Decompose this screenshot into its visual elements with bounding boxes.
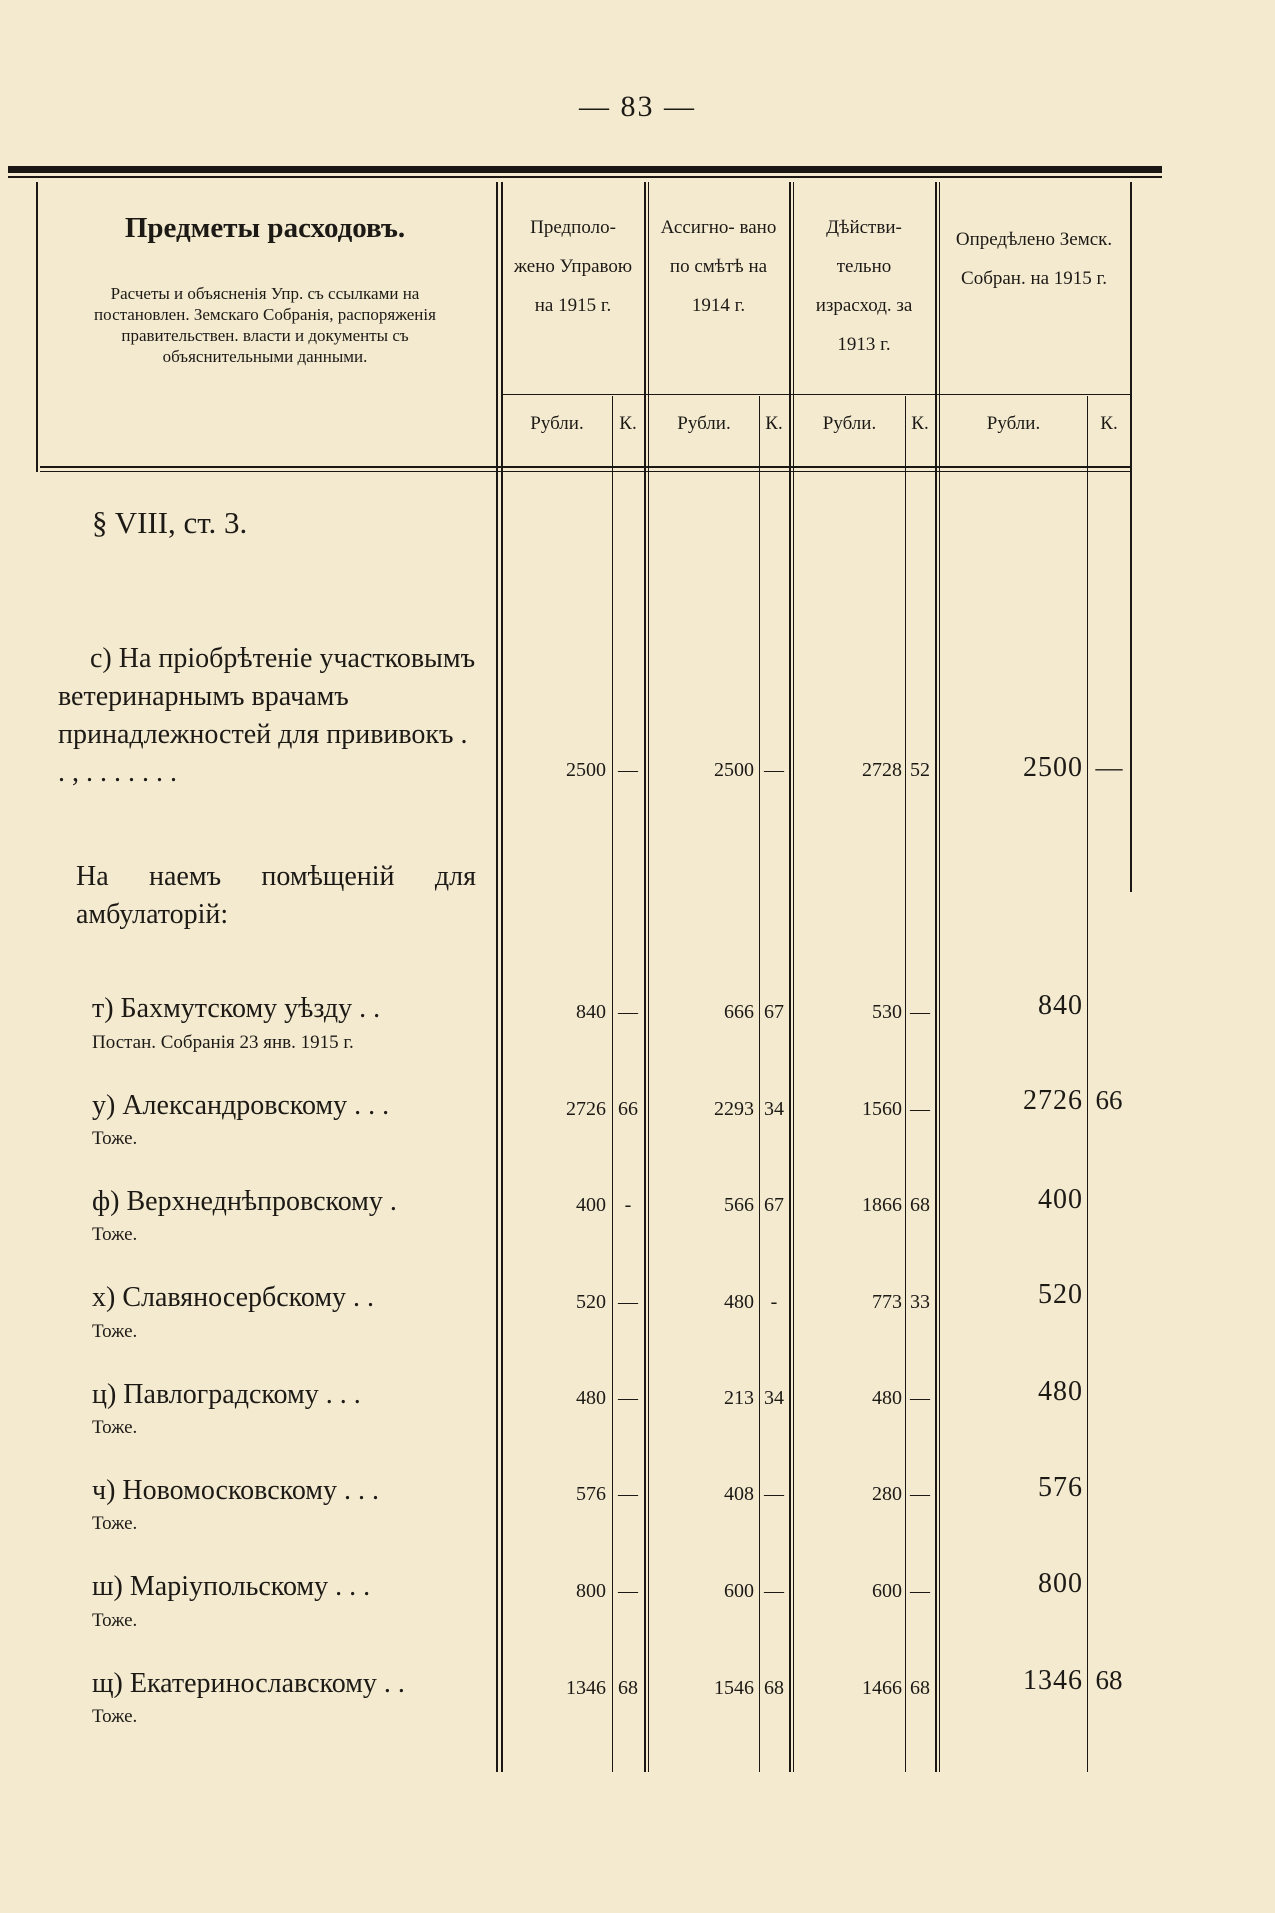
cell-spent-kop: 52	[910, 759, 930, 781]
cell-spent-kop: 33	[910, 1291, 930, 1313]
cell-spent-rub: 600	[872, 1580, 902, 1602]
grid-line	[496, 182, 498, 1772]
grid-line	[759, 396, 760, 1772]
cell-assigned-kop: 34	[764, 1098, 784, 1120]
cell-spent-rub: 1466	[862, 1677, 902, 1699]
cell-determined-rub: 480	[1038, 1376, 1083, 1407]
cell-assigned-rub: 408	[724, 1483, 754, 1505]
cell-determined-rub: 400	[1038, 1184, 1083, 1215]
cell-proposed-rub: 576	[576, 1483, 606, 1505]
cell-assigned-rub: 1546	[714, 1677, 754, 1699]
grid-line	[1087, 396, 1088, 1772]
table-title: Предметы расходовъ.	[124, 212, 406, 244]
cell-spent-kop: —	[910, 1387, 930, 1409]
cell-assigned-rub: 480	[724, 1291, 754, 1313]
cell-assigned-rub: 213	[724, 1387, 754, 1409]
row-label: ч) Новомосковскому . . .	[92, 1475, 379, 1506]
row-label: щ) Екатеринославскому . .	[92, 1668, 405, 1699]
cell-proposed-rub: 520	[576, 1291, 606, 1313]
row-note: Тоже.	[92, 1706, 138, 1727]
row-label: х) Славяносербскому . .	[92, 1282, 375, 1313]
cell-proposed-kop: -	[624, 1194, 632, 1216]
grid-line	[1130, 182, 1132, 892]
cell-determined-rub: 2500	[1023, 752, 1083, 783]
cell-assigned-kop: -	[770, 1291, 778, 1313]
table-subtitle: Расчеты и объясненія Упр. съ ссылками на постановлен. Земскаго Собранія, распоряженія правительствен. власти и документы съ объяснительными данными.	[94, 284, 436, 366]
cell-assigned-rub: 600	[724, 1580, 754, 1602]
cell-determined-rub: 520	[1038, 1279, 1083, 1310]
column-header-spent: Дѣйстви- тельно израсход. за 1913 г.	[815, 217, 913, 355]
page-number: — 83 —	[579, 90, 696, 123]
cell-determined-rub: 2726	[1023, 1085, 1083, 1116]
row-note: Тоже.	[92, 1128, 138, 1149]
cell-proposed-kop: —	[618, 1387, 638, 1409]
column-header-proposed: Предполо- жено Управою на 1915 г.	[513, 217, 633, 316]
cell-assigned-kop: 68	[764, 1677, 784, 1699]
cell-proposed-rub: 2726	[566, 1098, 606, 1120]
grid-line	[36, 182, 38, 472]
cell-spent-kop: —	[910, 1001, 930, 1023]
cell-determined-kop: 66	[1095, 1085, 1123, 1115]
cell-proposed-rub: 2500	[566, 759, 606, 781]
column-header-assigned: Ассигно- вано по смѣтѣ на 1914 г.	[660, 217, 777, 316]
row-label: у) Александровскому . . .	[92, 1090, 390, 1121]
cell-spent-kop: 68	[910, 1677, 930, 1699]
unit-rub: Рубли.	[822, 413, 877, 434]
row-note: Тоже.	[92, 1417, 138, 1438]
cell-determined-rub: 1346	[1023, 1665, 1083, 1696]
column-header-determined: Опредѣлено Земск. Собран. на 1915 г.	[955, 229, 1113, 289]
grid-line	[40, 466, 1130, 468]
grid-line	[501, 394, 1130, 395]
grid-line	[905, 396, 906, 1772]
cell-determined-rub: 840	[1038, 990, 1083, 1021]
cell-proposed-kop: 68	[618, 1677, 638, 1699]
cell-spent-rub: 530	[872, 1001, 902, 1023]
cell-proposed-kop: —	[618, 1483, 638, 1505]
unit-rub: Рубли.	[986, 413, 1041, 434]
unit-rub: Рубли.	[530, 413, 584, 434]
top-rule-thin	[8, 176, 1162, 178]
cell-spent-kop: —	[910, 1098, 930, 1120]
row-note: Тоже.	[92, 1610, 138, 1631]
row-label: с) На пріобрѣтеніе участковымъ ветеринарнымъ врачамъ принадлежностей для прививокъ . . , . . . . . . .	[58, 643, 476, 788]
cell-determined-rub: 800	[1038, 1568, 1083, 1599]
cell-proposed-rub: 800	[576, 1580, 606, 1602]
cell-assigned-kop: 67	[764, 1194, 784, 1216]
cell-determined-rub: 576	[1038, 1472, 1083, 1503]
top-rule-thick	[8, 166, 1162, 173]
cell-spent-rub: 1866	[862, 1194, 902, 1216]
cell-proposed-kop: —	[618, 1001, 638, 1023]
grid-line	[648, 182, 649, 1772]
row-label: ф) Верхнеднѣпровскому .	[92, 1186, 397, 1217]
cell-proposed-rub: 400	[576, 1194, 606, 1216]
cell-spent-rub: 1560	[862, 1098, 902, 1120]
cell-proposed-kop: 66	[618, 1098, 638, 1120]
cell-spent-kop: 68	[910, 1194, 930, 1216]
cell-spent-kop: —	[910, 1580, 930, 1602]
grid-line	[40, 471, 1130, 472]
cell-assigned-rub: 2293	[714, 1098, 754, 1120]
row-note: Постан. Собранія 23 янв. 1915 г.	[92, 1032, 354, 1053]
cell-spent-rub: 280	[872, 1483, 902, 1505]
cell-proposed-rub: 1346	[566, 1677, 606, 1699]
cell-proposed-kop: —	[618, 1291, 638, 1313]
row-note: Тоже.	[92, 1224, 138, 1245]
grid-line	[935, 182, 937, 1772]
cell-proposed-rub: 480	[576, 1387, 606, 1409]
grid-line	[789, 182, 791, 1772]
cell-determined-kop: 68	[1095, 1665, 1123, 1695]
cell-assigned-rub: 2500	[714, 759, 754, 781]
grid-line	[612, 396, 613, 1772]
section-heading: § VIII, ст. 3.	[92, 505, 248, 540]
cell-assigned-rub: 566	[724, 1194, 754, 1216]
row-note: Тоже.	[92, 1513, 138, 1534]
cell-assigned-kop: —	[764, 1580, 784, 1602]
cell-assigned-kop: 67	[764, 1001, 784, 1023]
row-label: ц) Павлоградскому . . .	[92, 1379, 361, 1410]
cell-determined-kop: —	[1095, 752, 1123, 782]
cell-spent-rub: 480	[872, 1387, 902, 1409]
cell-assigned-kop: —	[764, 759, 784, 781]
grid-line	[793, 182, 794, 1772]
unit-kop: К.	[1100, 413, 1118, 434]
cell-proposed-rub: 840	[576, 1001, 606, 1023]
unit-kop: К.	[911, 413, 929, 434]
cell-assigned-kop: 34	[764, 1387, 784, 1409]
cell-proposed-kop: —	[618, 1580, 638, 1602]
cell-spent-rub: 2728	[862, 759, 902, 781]
subheading: На наемъ помѣщеній для амбулаторій:	[76, 861, 476, 930]
grid-line	[644, 182, 646, 1772]
row-note: Тоже.	[92, 1321, 138, 1342]
row-label: т) Бахмутскому уѣзду . .	[92, 993, 381, 1024]
cell-proposed-kop: —	[618, 759, 638, 781]
unit-rub: Рубли.	[677, 413, 731, 434]
cell-assigned-kop: —	[764, 1483, 784, 1505]
cell-spent-rub: 773	[872, 1291, 902, 1313]
unit-kop: К.	[619, 413, 637, 434]
cell-assigned-rub: 666	[724, 1001, 754, 1023]
unit-kop: К.	[765, 413, 783, 434]
row-label: ш) Маріупольскому . . .	[92, 1571, 371, 1602]
cell-spent-kop: —	[910, 1483, 930, 1505]
grid-line	[939, 182, 940, 1772]
